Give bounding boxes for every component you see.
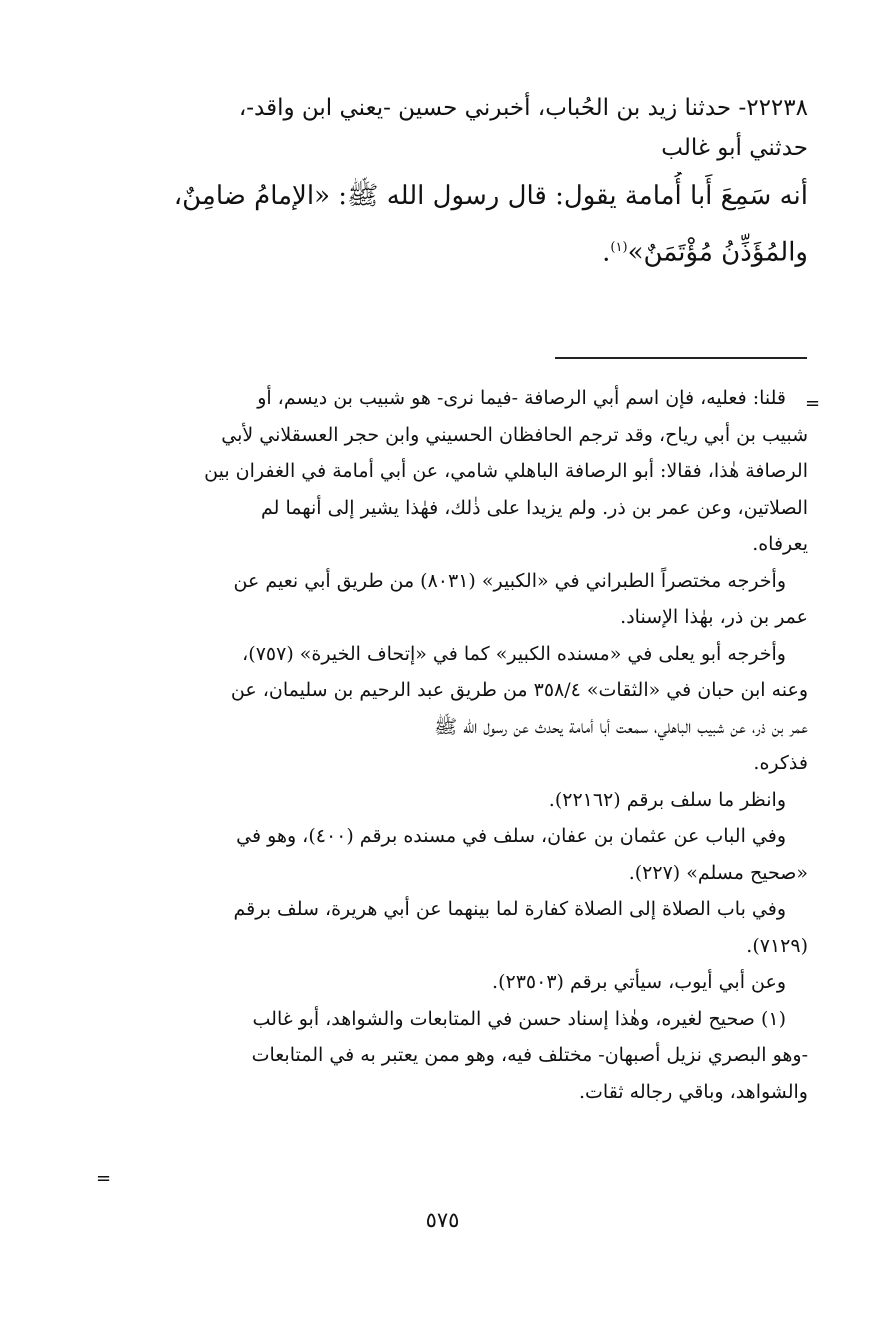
- note-line: فذكره.: [753, 752, 808, 774]
- page-number: ٥٧٥: [425, 1208, 460, 1232]
- note-line: (٧١٢٩).: [746, 934, 808, 957]
- hadith-head-line-1: ٢٢٢٣٨- حدثنا زيد بن الحُباب، أخبرني حسين -يعني ابن واقد-،: [238, 95, 808, 121]
- hadith-matn-end: .: [602, 237, 611, 268]
- note-line: وأخرجه مختصراً الطبراني في «الكبير» (٨٠٣١) من طريق أبي نعيم عن: [233, 569, 786, 592]
- note-line: وعنه ابن حبان في «الثقات» ٣٥٨/٤ من طريق عبد الرحيم بن سليمان، عن: [230, 679, 808, 701]
- hadith-head-line-2: حدثني أبو غالب: [661, 135, 808, 161]
- note-line: وانظر ما سلف برقم (٢٢١٦٢).: [548, 788, 786, 811]
- footnote-1-line: (١) صحيح لغيره، وهٰذا إسناد حسن في المتابعات والشواهد، أبو غالب: [252, 1007, 786, 1030]
- note-line: شبيب بن أبي رياح، وقد ترجم الحافظان الحسيني وابن حجر العسقلاني لأبي: [221, 423, 808, 446]
- footnote-1-line: -وهو البصري نزيل أصبهان- مختلف فيه، وهو ممن يعتبر به في المتابعات: [251, 1044, 808, 1066]
- continuation-mark-top: =: [805, 393, 821, 414]
- hadith-matn-line-1: أنه سَمِعَ أَبا أُمامة يقول: قال رسول الله ﷺ: «الإمامُ ضامِنٌ،: [173, 181, 808, 211]
- note-line: الصلاتين، وعن عمر بن ذر. ولم يزيدا على ذٰلك، فهٰذا يشير إلى أنهما لم: [261, 496, 808, 519]
- footnote-reference[interactable]: (١): [610, 240, 628, 255]
- note-line: وفي باب الصلاة إلى الصلاة كفارة لما بينهما عن أبي هريرة، سلف برقم: [233, 898, 786, 920]
- note-line: يعرفاه.: [752, 533, 808, 555]
- note-line: «صحيح مسلم» (٢٢٧).: [628, 861, 808, 884]
- note-line: عمر بن ذر، بهٰذا الإسناد.: [620, 606, 808, 628]
- note-line: وفي الباب عن عثمان بن عفان، سلف في مسنده برقم (٤٠٠)، وهو في: [236, 825, 786, 847]
- hadith-matn-text: والمُؤَذِّنُ مُؤْتَمَنٌ»: [627, 237, 808, 268]
- footnote-1-line: والشواهد، وباقي رجاله ثقات.: [578, 1080, 808, 1103]
- footnote-separator: [555, 357, 807, 359]
- note-line: عمر بن ذر، عن شبيب الباهلي، سمعت أبا أمامة يحدث عن رسول الله ﷺ: [434, 715, 808, 738]
- note-line: الرصافة هٰذا، فقالا: أبو الرصافة الباهلي شامي، عن أبي أمامة في الغفران بين: [204, 460, 808, 482]
- hadith-matn-line-2: [108, 224, 808, 277]
- note-line: قلنا: فعليه، فإن اسم أبي الرصافة -فيما نرى- هو شبيب بن ديسم، أو: [257, 387, 786, 409]
- note-line: وأخرجه أبو يعلى في «مسنده الكبير» كما في «إتحاف الخيرة» (٧٥٧)،: [242, 642, 786, 665]
- footnotes-block: [108, 380, 808, 1110]
- continuation-mark-bottom: =: [96, 1168, 112, 1189]
- hadith-block: [108, 88, 808, 277]
- note-line: وعن أبي أيوب، سيأتي برقم (٢٣٥٠٣).: [492, 971, 786, 993]
